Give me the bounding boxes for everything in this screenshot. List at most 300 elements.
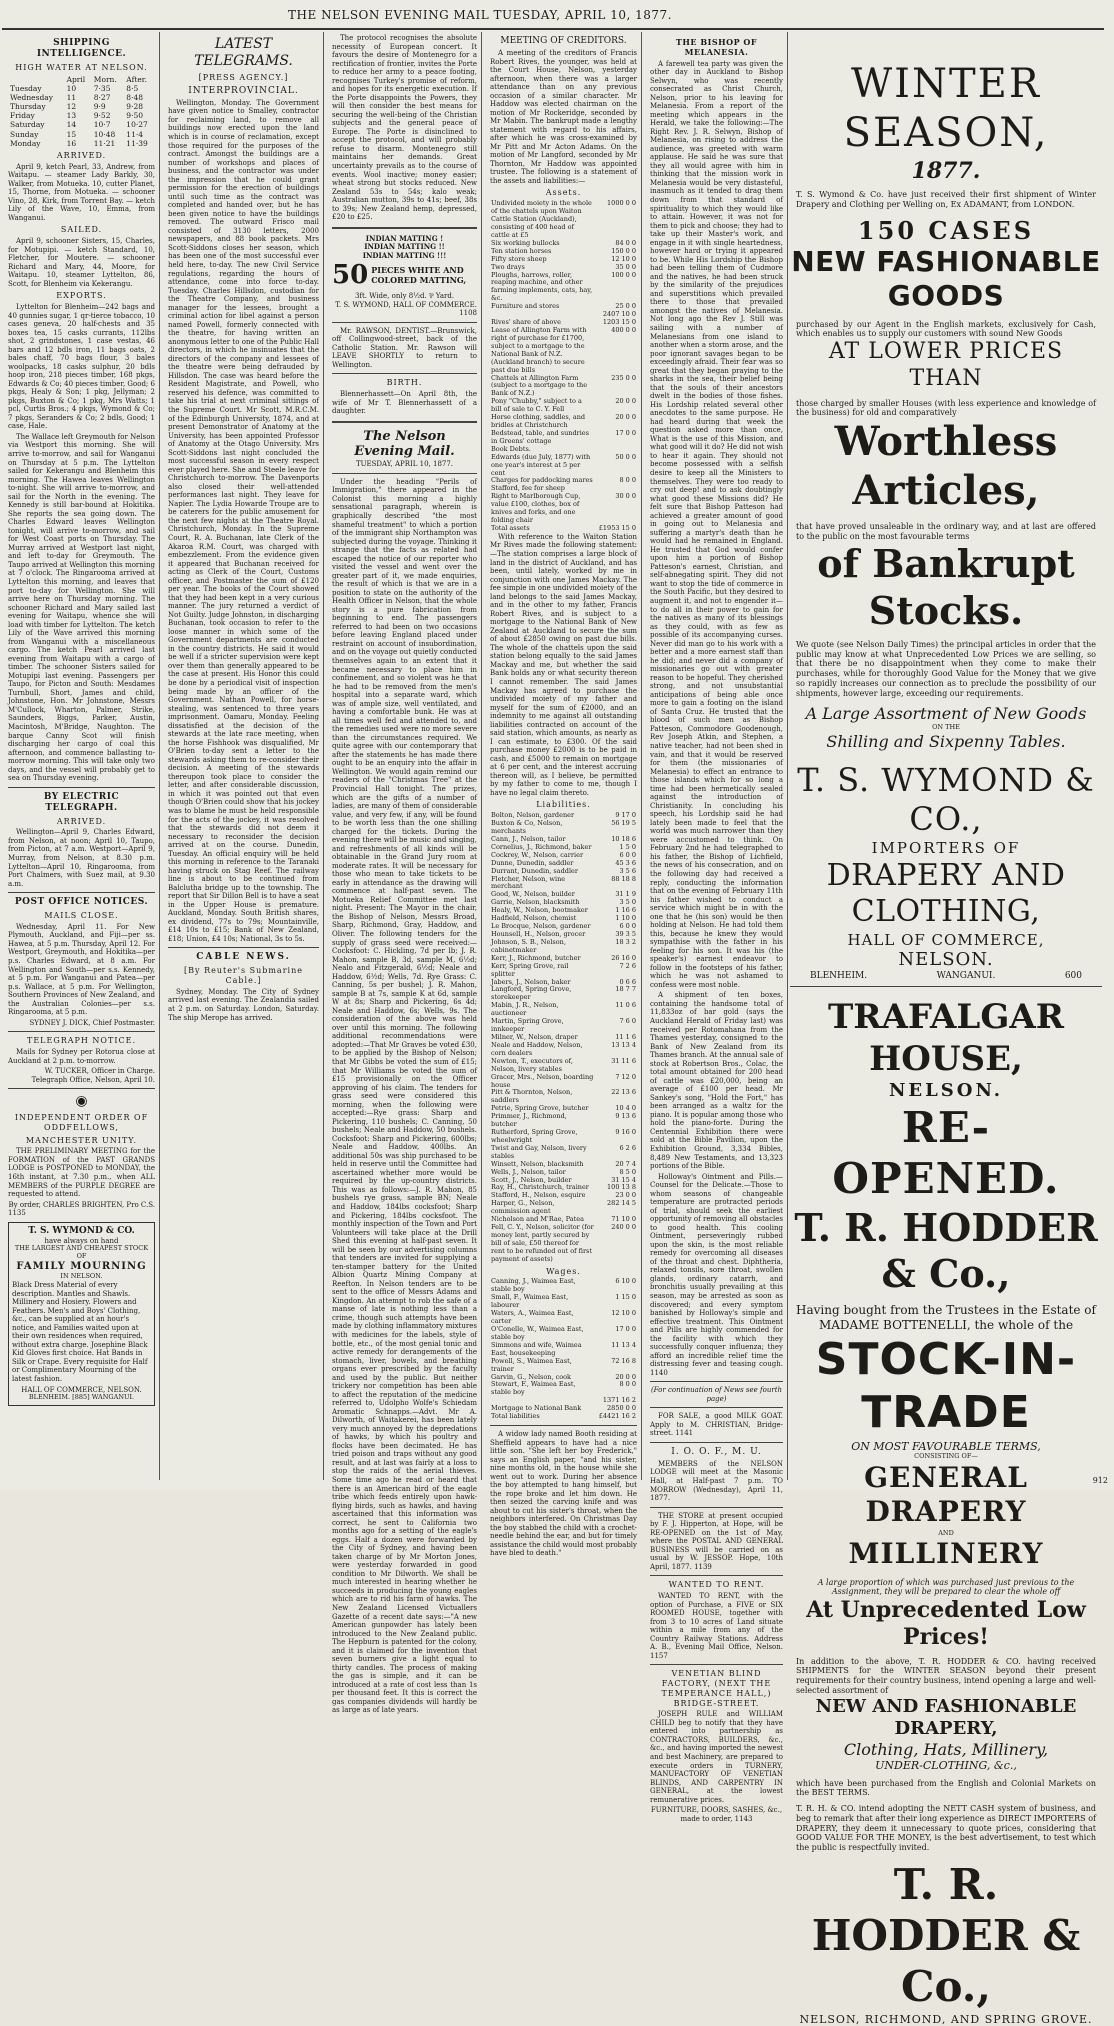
account-item: Garvin, G., Nelson, cook	[491, 1372, 571, 1381]
account-item: Pitt & Thornton, Nelson, saddlers	[491, 1088, 573, 1105]
account-item: Milner, W., Nelson, draper	[491, 1032, 578, 1041]
purchased2-text: which have been purchased from the English and Colonial Markets on the BEST TERMS.	[796, 1778, 1096, 1798]
account-row	[490, 1129, 637, 1145]
divider	[490, 1425, 637, 1426]
account-amount: 3 5 0	[619, 898, 636, 907]
millinery-heading: MILLINERY	[848, 1537, 1044, 1571]
wymond-intro: T. S. Wymond & Co. have just received their first shipment of Winter Drapery and Clothing per Welling on, Ex ADAMANT, from LONDON.	[796, 190, 1096, 210]
account-amount: 1 5 0	[619, 842, 636, 851]
tide-after: 10·27	[126, 120, 148, 130]
divider	[332, 373, 477, 374]
tide-after: 8·5	[126, 83, 139, 93]
on-the-label: ON THE	[932, 722, 960, 731]
account-item: Petrie, Spring Grove, butcher	[491, 1104, 589, 1113]
interprovincial-heading: INTERPROVINCIAL.	[188, 85, 299, 96]
tide-row	[8, 120, 155, 129]
hodder-heading: T. R. HODDER & Co.,	[794, 1204, 1098, 1296]
account-item: Harper, G., Nelson, commission agent	[491, 1199, 555, 1216]
tide-header-april: April	[66, 74, 86, 84]
tide-row	[8, 84, 155, 93]
tide-day: Sunday	[10, 129, 39, 139]
cash-text: T. R. H. & CO. intend adopting the NETT CASH system of business, and beg to remark that after their long experience as DIRECT IMPORTERS of DRAPERY, they deem it unnecessary to quote prices, considering that GOOD VALUE FOR THE MONEY, is the best advertisement, to test which the public is respectfully invited.	[796, 1804, 1096, 1853]
account-item: Lease of Allington Farm with right of purchase for £1700, subject to a mortgage to the National Bank of N.Z. (Auckland branch) to secure past due bills	[491, 325, 587, 374]
mails-close-heading: MAILS CLOSE.	[44, 911, 119, 921]
exports-text: Lyttelton for Blenheim—242 bags and 40 gunnies sugar, 1 qr-tierce tobacco, 10 cases geneva, 20 half-chests and 35 boxes tea, 15 casks currants, 112lbs shot, 2 grindstones, 1 case vestas, 46 bars and 12 bdls iron, 11 bags oats, 2 bales chaff, 70 bags flour, 3 bales woolpacks, 18 casks sulphur, 20 bdls hoop iron, 218 pieces timber, 168 pkgs, Edwards & Co; 40 pieces timber, Good; 6 pkgs, Healy & Son; 1 pkg, Jellyman; 2 pkgs, Buxton & Co; 1 pkg, Mrs Watts; 1 pcl, Curtis Bros.; 4 pkgs, Wymond & Co; 7 pkgs, Seranders & Co; 2 bdls, Good; 1 case, Hale.	[8, 302, 155, 431]
account-item: Ten station horses	[491, 246, 552, 255]
tide-date: 13	[66, 111, 77, 121]
divider	[650, 1407, 783, 1408]
tide-row	[8, 93, 155, 102]
divider	[8, 892, 155, 893]
importers-label: IMPORTERS OF	[871, 839, 1021, 858]
tide-header-row	[8, 75, 155, 84]
account-amount: 12 10 0	[611, 254, 636, 263]
account-amount: 9 13 6	[615, 1112, 636, 1121]
account-amount: 20 0 0	[615, 1372, 636, 1381]
account-amount: 11 1 6	[615, 1032, 636, 1041]
wanted-text: WANTED TO RENT, with the option of Purchase, a FIVE or SIX ROOMED HOUSE, together with from 3 to 10 acres of Land situate within a mile from any of the Country Railway Stations. Address A. B., Evening Mail Office, Nelson. 1157	[650, 1592, 783, 1660]
divider	[790, 986, 1102, 987]
account-amount: 31 11 6	[611, 1056, 636, 1065]
creditors-heading: MEETING OF CREDITORS.	[500, 36, 627, 46]
oddfellows-number: 1135	[8, 1209, 26, 1218]
divider	[650, 1575, 783, 1576]
divider	[332, 473, 477, 474]
account-item: Nicholson and M'Rae, Patea	[491, 1215, 585, 1224]
editorial-text: Under the heading "Perils of Immigration," there appeared in the Colonist this morning a highly sensational paragraph, wherein is graphically described "the most shameful treatment" to which a portion of the immigrant ship Northampton was subjected during the voyage. Thinking it strange that the facts as related had escaped the notice of our reporter who visited the vessel and went over the greater part of it, we made enquiries, the result of which is that we are in a position to state on the authority of the Health Officer in Nelson, that the whole story is a pure fabrication from beginning to end. The passengers referred to had been on two occasions before leaving England placed under restraint on account of insubordination, and on the voyage out quietly conducted themselves again to an extent that it became necessary to place him in confinement, and so violent was he that he had to be removed from the men's hospital into a separate ward, which was of ample size, well ventilated, and having a comfortable bunk. He was at all times well fed and attended to, and the remedies used were no more severe than the circumstances required. We quite agree with our contemporary that after the statements he has made there ought to be an enquiry into the affair in Wellington. We would again remind our readers of the "Christmas Tree" at the Provincial Hall tonight. The prizes, which are the gifts of a number of ladies, are many of them of considerable value, and very few, if any, will be found to be worth less than the one shilling charged for the tickets. During the evening there will be music and singing, and refreshments of all kinds will be obtainable in the Grand Jury room at moderate rates. It will be necessary for those who mean to take tickets to be early in attendance as the drawing will commence at half-past seven. The Motueka Relief Committee met last night. Present: The Mayor in the chair, the Bishop of Nelson, Messrs Broad, Sharp, Richmond, Gray, Haddow, and Oliver. The following tenders for the supply of grass seed were received:—Cocksfoot: C. Hickling, 7d per lb; J. R. Mahon, sample B, 3d, sample M, 6½d; Nealo and Fitzgerald, 6½d; Neale and Haddow, 6½d; Wells, 7d. Rye Grass: C. Canning, 5s per bushel; J. R. Mahon, sample B at 7s, sample K at 6d, sample W at 8s; Sharp and Pickering, 6s 4d; Neale and Haddow, 6s; Wells, 9s. The consideration of the above was held over until this morning. The following additional recommendations were adopted:—That Mr Graves be voted £30, to be applied by the Bishop of Nelson; that Mr Gibbs be voted the sum of £15; that Mr Williams be voted the sum of £15 provisionally on the Officer approving of his claim. The tenders for grass seed were considered this morning, when the following were accepted:—Rye grass: Sharp and Pickering, 110 bushels; C. Canning, 50 bushels; Neale and Haddow, 50 bushels. Cocksfoot: Sharp and Pickering, 600lbs; Neale and Haddow, 400lbs. An additional 50s was ship purchased to be held in reserve until the Committee had ascertained whether more would be required by the up-country districts. This was as follows:—J. R. Mahon, 85 bushels rye grass, sample BN; Neale and Haddow, 184lbs cocksfoot; Sharp and Pickering, 184lbs cocksfoot. The monthly inspection of the Town and Port Volunteers will take place at the Drill Shed this evening at half-past seven. It will be seen by our advertising columns that tenders are invited for supplying a ten-stamper battery for the United Albion Quartz Mining Company at Reefton. In Nelson tenders are to be sent to the office of Messrs Adams and Kingdon. An attempt to rob the safe of a manse of late is nothing less than a crime, though such attempts have been made by clothing inflammatory mixtures with medicines for the labels, style of bottle, etc., of the most genial tonic and active remedy for derangements of the stomach, liver, bowels, and breathing organs ever prescribed by the faculty and used by the public. But neither trickery nor competition has been able to affect the reputation of the medicine referred to, Udolpho Wolfe's Schiedam Aromatic Schnapps.—Advt. Mr A. Dilworth, of Waitakerei, has been lately very much annoyed by the depredations of hawks, by which his poultry and flocks have been decimated. He has tried poison and traps without any good result, and at last was fairly at a loss to stop the raids of the aerial thieves. Some time ago he read or heard that there is an American bird of the eagle tribe which feeds entirely upon hawk-flying birds, such as hawks, and having ascertained that this information was correct, he sent to California two months ago for a setting of the eagle's eggs. Half a dozen were forwarded by the City of Sydney, and having been taken charge of by Mr Morton Jones, were yesterday forwarded in good condition to Mr Dilworth. We shall be much interested in hearing whether he succeeds in producing the young eagles which are to rid his farm of hawks. The New Zealand Licensed Victuallers Gazette of a recent date says:—"A new American gunpowder has lately been introduced to the New Zealand public. The Hepburn is patented for the colony, and it is claimed for the invention that seven burners give a light equal to thirty candles. The process of making the gas is simple, and it can be introduced at a rate of cost less than 1s per thousand feet. It this is correct the gas companies dividends will hardly be as large as of late years.	[332, 477, 477, 1715]
account-amount: 31 15 4	[611, 1175, 636, 1184]
worthless-articles-heading: Worthless Articles,	[834, 418, 1058, 514]
account-item: Newton, T., executors of, Nelson, livery stables	[491, 1056, 573, 1073]
account-item: Rutherford, Spring Grove, wheelwright	[491, 1128, 578, 1144]
account-amount: 12 10 0	[611, 1309, 636, 1318]
account-amount: 8 5 0	[619, 1167, 636, 1176]
tide-date: 11	[66, 92, 77, 102]
account-row	[490, 414, 637, 430]
tide-day: Monday	[10, 138, 41, 148]
account-amount: 71 10 0	[611, 1215, 636, 1224]
account-row	[490, 1042, 637, 1058]
lower-prices-heading: AT LOWER PRICES THAN	[828, 339, 1064, 391]
winter-season-year: 1877.	[911, 157, 981, 184]
account-row	[490, 986, 637, 1002]
wymond-mourning-ad	[8, 1222, 155, 1406]
account-amount: 8 0 0	[619, 476, 636, 485]
account-row	[490, 430, 637, 446]
account-row	[490, 1089, 637, 1105]
bought-text: Having bought from the Trustees in the Estate of MADAME BOTTENELLI, the whole of the	[796, 1303, 1096, 1332]
account-row	[490, 525, 637, 533]
account-row	[490, 454, 637, 478]
post-text: Wednesday, April 11. For New Plymouth, Auckland, and Fiji—per ss. Hawea, at 5 p.m. Thursday, April 12. For Westport, Greymouth, and Hokitika—per p.s. Charles Edward, at 8 a.m. For Wellington and South—per s.s. Kennedy, at 5 p.m. For Wanganui and Patea—per p.s. Wallace, at 5 p.m. For Wellington, Southern Provinces of New Zealand, and the Australian Colonies—per s.s. Ringarooma, at 5 p.m.	[8, 922, 155, 1017]
tide-table	[8, 75, 155, 148]
column-bishop	[646, 32, 788, 1823]
account-amount: 150 0 0	[611, 246, 636, 255]
ad-ref-number: 600	[1064, 971, 1082, 982]
account-row	[490, 375, 637, 399]
assets-heading: Assets.	[545, 188, 582, 198]
tide-after: 11·39	[126, 138, 148, 148]
account-amount: 1000 0 0	[607, 199, 636, 208]
wages-table	[490, 1278, 637, 1421]
account-amount: 20 7 4	[615, 1159, 636, 1168]
high-water-heading: HIGH WATER AT NELSON.	[15, 62, 148, 72]
account-amount: 17 0 0	[615, 1324, 636, 1333]
tide-morn: 8·27	[93, 92, 111, 102]
matting-line2: INDIAN MATTING !!	[364, 242, 445, 252]
account-row	[490, 1294, 637, 1310]
account-amount: 6 0 0	[619, 922, 636, 931]
birth-heading: BIRTH.	[386, 378, 423, 388]
cable-press-label: [By Reuter's Submarine Cable.]	[184, 966, 303, 986]
divider	[332, 227, 477, 230]
goat-ad: FOR SALE, a good MILK GOAT. Apply to M. CHRISTIAN, Bridge-street. 1141	[650, 1412, 783, 1438]
wymond-ad-line2: THE LARGEST AND CHEAPEST STOCK OF	[14, 1244, 149, 1261]
terms-label: ON MOST FAVOURABLE TERMS,	[851, 1439, 1041, 1453]
account-amount: 9 16 0	[615, 1128, 636, 1137]
under-clothing-label: UNDER-CLOTHING, &c.,	[875, 1759, 1017, 1773]
birth-text: Blennerhassett—On April 8th, the wife of Mr T. Blennerhassett of a daughter.	[332, 390, 477, 416]
account-item: O'Conelle, W., Waimea East, stable boy	[491, 1324, 584, 1341]
account-amount: 9 17 0	[615, 811, 636, 820]
account-item: Buxton & Co, Nelson, merchants	[491, 819, 563, 835]
account-item: Stafford, H., Nelson, esquire	[491, 1191, 586, 1200]
tables-heading: Shilling and Sixpenny Tables.	[826, 731, 1066, 751]
unprecedented-heading: At Unprecedented Low Prices!	[806, 1597, 1086, 1650]
account-amount: 8 0 0	[619, 1380, 636, 1389]
booth-story: A widow lady named Booth residing at Sheffield appears to have had a nice little son. "She left her boy Frederick," says an English paper, "and his sister, nine months old, in the house while she went out to work. During her absence the boy attempted to hang himself, but the rope broke and let him down. He then seized the carving knife and was about to cut his sister's throat, when the neighbors interfered. On Christmas Day the boy stabbed the child with a crochet-needle behind the ear, and but for timely assistance the child would most probably have bled to death."	[490, 1430, 637, 1558]
account-item: Kerr, J., Richmond, butcher	[491, 953, 581, 962]
account-item: Dunne, Dunedin, saddler	[491, 858, 574, 867]
account-item: Small, F., Waimea East, labourer	[491, 1293, 569, 1310]
divider	[8, 1031, 155, 1032]
divider	[650, 1381, 783, 1382]
matting-description: PIECES WHITE AND COLORED MATTING,	[371, 265, 467, 286]
matting-line3: INDIAN MATTING !!!	[362, 250, 447, 260]
telegrams-text: Wellington, Monday. The Government have given notice to Smalley, contractor for reclaiming land, to remove all buildings now erected upon the land which is in course of reclamation, except those required for the purposes of the contract. Amongst the buildings are a number of workshops and places of business, and the contractor was under the impression that he could grant permission for the erection of buildings until such time as the contract was completed and handed over, but he has been given notice to have the buildings removed. The outward Frisco mail consisted of 3130 letters, 2000 newspapers, and 88 book packets. Mrs Scott-Siddons closes her season, which has been one of the most successful ever held here, to-day. The new Civil Service regulations, regarding the hours of attendance, come into force to-day. Tuesday. Charles Hillsdon, custodian for the Theatre Company, and business manager for the lessees, brought a criminal action for libel against a person named Powell, formerly connected with the theatre, for having written an anonymous letter to one of the Public Hall directors, in which he insinuates that the directors of the company and lessees of the theatre were being defrauded by Hillsdon. The case was heard before the Resident Magistrate, and Powell, who reserved his defence, was committed to take his trial at next criminal sittings of the Supreme Court. Mr Scott, M.R.C.M. of the Edinburgh University, 1874, and at present Demonstrator of Anatomy at the University, has been appointed Professor of Anatomy at the Otago University. Mrs Scott-Siddons last night concluded the most successful season in every respect ever played here. She and Steele leave for Christchurch to-morrow. The Davenports also closed their well-attended performances last night. They leave for Napier. The Lydia Howarde Troupe are to be caterers for the public amusement for the next few nights at the Theatre Royal. Christchurch, Monday. In the Supreme Court, R. A. Buchanan, late Clerk of the Akaroa R.M. Court, was charged with embezzlement. From the evidence given it appeared that Buchanan received for acting as Clerk of the Court, Customs officer, and Postmaster the sum of £120 per year. The books of the Court showed that they had been kept in a very curious manner. The jury returned a verdict of Not Guilty. Judge Johnston, in discharging Buchanan, took occasion to refer to the loose manner in which some of the Government departments are conducted in the country districts. He said it would be well if a stricter supervision were kept over them than generally appeared to be the case at present. His Honor this could be done by a periodical visit of inspection being made by an officer of the Government. Nathan Powell, for horse-stealing, was sentenced to three years imprisonment. Oamaru, Monday. Feeling dissatisfied at the decision of the stewards at the late race meeting, when the horse Fishhook was disqualified, Mr O'Brien to-day sent a letter to the stewards asking them to re-consider their decision. A meeting of the stewards thereupon took place to consider the letter, and after considerable discussion, in which it was pointed out that even though O'Brien could show that his jockey was to blame he must be held responsible for the acts of the jockey, it was resolved that the stewards did not deem it necessary to reconsider the decision arrived at on the course. Dunedin, Tuesday. An official enquiry will be held this morning in reference to the Taranaki having struck on Stag Reef. The railway line is about to be continued from Balclutha bridge up to the township. The report that Sir Dillon Bell is to have a seat in the Upper House is premature. Auckland, Monday. South British shares, ex dividend, 77s to 79s; Mountainville, £14 10s to £15; Bank of New Zealand, £18; Union, £4 10s; National, 3s to 5s.	[168, 98, 319, 943]
tide-date: 15	[66, 129, 77, 139]
account-amount: 10 18 6	[611, 834, 636, 843]
account-item: Powell, S., Waimea East, trainer	[491, 1356, 572, 1373]
telegraph-notice-heading: TELEGRAPH NOTICE.	[27, 1036, 136, 1046]
account-item: Mortgage to National Bank	[491, 1404, 582, 1413]
account-item: Two drays	[491, 262, 525, 271]
account-amount: 1203 15 0	[602, 318, 636, 327]
account-amount: 100 0 0	[611, 270, 636, 279]
oddfellows-signature: By order, CHARLES BRIGHTEN, Pro C.S.	[8, 1200, 155, 1209]
account-item: Rives' share of above	[491, 318, 561, 327]
telegraph-notice-text: Mails for Sydney per Rotorua close at Auckland at 2 p.m. to-morrow.	[8, 1047, 155, 1065]
tide-after: 9·28	[126, 102, 143, 112]
creditors-intro: A meeting of the creditors of Francis Robert Rives, the younger, was held at the Court House, Nelson, yesterday afternoon, when there was a larger attendance than on any previous occasion of a similar character. Mr Haddow was elected chairman on the motion of Mr Rockeridge, seconded by Mr Mabin. The bankrupt made a lengthy statement with regard to his affairs, after which he was cross-examined by Mr Pitt and Mr Acton Adams. On the motion of Mr Langford, seconded by Mr Thornton, Mr Haddow was appointed trustee. The following is a statement of the assets and liabilities:—	[490, 48, 637, 185]
wages-heading: Wages.	[546, 1266, 581, 1276]
oddfellows-text: THE PRELIMINARY MEETING for the FORMATION of the PAST GRANDS LODGE is POSTPONED to MONDAY, the 16th instant, at 7.30 p.m., when ALL MEMBERS of the PURPLE DEGREE are requested to attend.	[8, 1147, 155, 1199]
wymond-ad-line1: have always on hand	[44, 1236, 119, 1245]
account-row	[490, 1358, 637, 1374]
account-row	[490, 1113, 637, 1129]
account-row	[490, 1018, 637, 1034]
account-item: Good, W., Nelson, builder	[491, 890, 575, 899]
trafalgar-house-heading: TRAFALGAR HOUSE,	[827, 997, 1065, 1079]
tide-date: 10	[66, 83, 77, 93]
account-item: Simmons and wife, Waimea East, housekeeping	[491, 1340, 582, 1357]
exports-heading: EXPORTS.	[56, 291, 107, 301]
divider	[168, 947, 319, 948]
account-amount: 13 13 4	[611, 1040, 636, 1049]
column-telegrams	[164, 32, 324, 1480]
divider	[650, 1507, 783, 1508]
sailed-heading: SAILED.	[60, 225, 103, 235]
account-row	[490, 1002, 637, 1018]
tide-morn: 10·48	[93, 129, 116, 139]
addition-text: In addition to the above, T. R. HODDER & CO. having received SHIPMENTS for the WINTER SEASON beyond their present requirements for their country business, intend opening a large and well-selected assortment of	[796, 1656, 1096, 1695]
account-row	[490, 1200, 637, 1216]
wymond-ad-body: Black Dress Material of every description. Mantles and Shawls. Millinery and Hosiery. Flowers and Feathers. Men's and Boys' Clothing, &c., can be supplied at an hour's notice, and Families waited upon at their own residences when required, without extra charge. Josephine Black Kid Gloves first choice. Hat Bands in Silk or Crape. Every requisite for Half or Complimentary Mourning of the latest fashion.	[12, 1281, 148, 1383]
account-amount: 50 0 0	[615, 452, 636, 461]
account-row	[490, 1413, 637, 1421]
sailed-text: April 9, schooner Sisters, 15, Charles, for Motupipi. — ketch Standard, 10, Fletcher, for Moutere. — schooner Richard and Mary, 44, Moore, for Waitapu. 10, steamer Lyttelton, 86, Scott, for Blenheim via Kekerangu.	[8, 237, 155, 288]
top-rule	[2, 28, 1104, 30]
account-row	[490, 327, 637, 375]
account-item: Chattels at Allington Farm (subject to a mortgage to the Bank of N.Z.)	[491, 373, 588, 398]
account-amount: 17 0 0	[615, 428, 636, 437]
consisting-label: CONSISTING OF—	[914, 1452, 978, 1461]
liabilities-heading: Liabilities.	[536, 800, 591, 810]
paper-title: The Nelson Evening Mail.	[354, 428, 455, 460]
account-item: Furniture and stores	[491, 302, 560, 311]
account-item: Edwards (due July, 1877) with one year's interest at 5 per cent	[491, 452, 591, 477]
divider	[650, 1664, 783, 1665]
tide-day: Tuesday	[10, 83, 42, 93]
iof-heading: I. O. O. F., M. U.	[671, 1446, 762, 1457]
tide-after: 11·4	[126, 129, 143, 139]
account-row	[490, 1381, 637, 1397]
account-amount: 1 10 0	[615, 914, 636, 923]
account-item: Canning, J., Waimea East, stable boy	[491, 1277, 576, 1294]
account-amount: 240 0 0	[611, 1223, 636, 1232]
account-item: Cockrey, W., Nelson, carrier	[491, 850, 584, 859]
account-item: Fletcher, Nelson, wine merchant	[491, 874, 566, 891]
account-row	[490, 1058, 637, 1074]
account-item: Charges for paddocking mares Stafford, fee for sheep	[491, 476, 593, 493]
tide-morn: 9·9	[93, 102, 106, 112]
account-item: Waters, A., Waimea East, carter	[491, 1309, 574, 1326]
hodder-heading-2: T. R. HODDER & Co.,	[811, 1859, 1081, 2012]
wymond-ad-foot2: BLENHEIM. [885] WANGANUI.	[28, 1393, 135, 1402]
account-item: Johnson, S. B., Nelson, cabinetmaker	[491, 937, 566, 954]
account-amount: 1 15 0	[615, 1293, 636, 1302]
reopened-heading: RE-OPENED.	[832, 1103, 1060, 1204]
account-amount: 20 0 0	[615, 397, 636, 406]
account-row	[490, 876, 637, 892]
cases-heading: 150 CASES	[857, 215, 1035, 245]
account-row	[490, 1310, 637, 1326]
account-amount: 7 12 0	[615, 1072, 636, 1081]
account-row	[490, 820, 637, 836]
tide-row	[8, 111, 155, 120]
tide-date: 16	[66, 138, 77, 148]
and-label: AND	[938, 1528, 954, 1537]
general-drapery-heading: GENERAL DRAPERY	[864, 1461, 1028, 1529]
tele-arrived-heading: ARRIVED.	[56, 816, 107, 826]
account-amount: 11 13 4	[611, 1340, 636, 1349]
account-row	[490, 1342, 637, 1358]
account-row	[490, 1224, 637, 1264]
arrived-text: April 9, ketch Pearl, 33, Andrew, from Waitapu. — steamer Lady Barkly, 30, Walker, from Motueka. 10, cutter Planet, 15, Thorne, from Motueka. — schooner Vino, 28, Kirk, from Torrent Bay. — ketch Lily of the Wave, 10, Emma, from Wanganui.	[8, 162, 155, 222]
account-amount: 100 13 8	[607, 1183, 636, 1192]
wymond-ad-mourning: FAMILY MOURNING	[16, 1261, 147, 1273]
account-amount: 23 0 0	[615, 1191, 636, 1200]
account-item: Gracer, Mrs., Nelson, boarding house	[491, 1072, 594, 1089]
holloway-ad: Holloway's Ointment and Pills.—Counsel for the Delicate.—Those to whom seasons of changeable temperature are protracted periods of trial, should seek the earliest opportunity of removing all obstacles to good health. This cooling Ointment, perseveringly rubbed upon the skin, is the most reliable remedy for overcoming all diseases of the throat and chest. Diphtheria, relaxed tonsils, sore throat, swollen glands, ordinary catarrh, and bronchitis usually prevailing at this season, may be arrested as soon as discovered; and every symptom banished by Holloway's simple and effective treatment. This Ointment and Pills are highly commended for the facility with which they successfully conquer influenza; they afford an incredible relief time the distressing fever and teasing cough. 1140	[650, 1172, 783, 1377]
account-item: Total liabilities	[491, 1412, 540, 1421]
account-row	[490, 939, 637, 955]
tide-row	[8, 139, 155, 148]
wanted-heading: WANTED TO RENT.	[668, 1580, 765, 1590]
cable-news-text: Sydney, Monday. The City of Sydney arrived last evening. The Zealandia sailed at 2 p.m. on Saturday. London, Saturday. The ship Merope has arrived.	[168, 987, 319, 1022]
matting-signature: T. S. WYMOND, HALL OF COMMERCE. 1108	[335, 300, 477, 318]
press-agency-label: [PRESS AGENCY.]	[198, 73, 289, 83]
oddfellows-subheading: MANCHESTER UNITY.	[25, 1135, 138, 1145]
account-amount: 45 3 6	[615, 858, 636, 867]
tide-header-morn: Morn.	[93, 74, 117, 84]
account-amount: 20 0 0	[615, 413, 636, 422]
divider	[8, 1088, 155, 1089]
account-amount: 88 18 8	[611, 874, 636, 883]
tide-day: Wednesday	[10, 92, 53, 102]
wanganui-label: WANGANUI.	[936, 971, 996, 982]
account-row	[490, 272, 637, 304]
divider	[332, 421, 477, 424]
account-row	[490, 1278, 637, 1294]
account-item: Le Brocque, Nelson, gardener	[491, 922, 591, 931]
account-item: Horse clothing, saddles, and bridles at Christchurch	[491, 413, 586, 430]
account-amount: £1953 15 0	[598, 524, 636, 533]
account-item: Right to Marlborough Cup, value £100, clothes, box of knives and forks, and one folding chair	[491, 492, 581, 525]
matting-offer	[332, 260, 477, 292]
clothing-heading: Clothing, Hats, Millinery,	[843, 1739, 1049, 1759]
wymond-heading: T. S. WYMOND & CO.,	[797, 761, 1095, 839]
divider	[332, 322, 477, 323]
nelson-label: NELSON.	[898, 949, 994, 971]
tide-after: 8·48	[126, 92, 143, 102]
account-item: Total assets	[491, 524, 530, 533]
wymond-ad-title: T. S. WYMOND & CO.	[28, 1225, 135, 1236]
account-item: Langford, Spring Grove, storekeeper	[491, 985, 572, 1002]
rawson-notice: Mr. RAWSON, DENTIST.—Brunswick, off Collingwood-street, back of the Catholic Station. Mr. Rawson will LEAVE SHORTLY to return to Wellington.	[332, 326, 477, 369]
liabilities-table	[490, 812, 637, 1264]
tide-header-after: After.	[126, 74, 147, 84]
account-item: Durrant, Dunedin, saddler	[491, 866, 578, 875]
account-item: Scott, J., Nelson, builder	[491, 1175, 572, 1184]
wymond-ad-foot: HALL OF COMMERCE, NELSON.	[21, 1385, 142, 1394]
account-amount: 6 10 0	[615, 1277, 636, 1286]
telegraph-notice-signature: W. TUCKER, Officer in Charge. Telegraph Office, Nelson, April 10.	[31, 1067, 155, 1084]
account-row	[490, 200, 637, 240]
account-item: Twist and Gay, Nelson, livery stables	[491, 1143, 587, 1160]
column-shipping	[4, 32, 160, 1480]
venetian-text: JOSEPH RULE and WILLIAM CHILD beg to notify that they have entered into partnership as CONTRACTORS, BUILDERS, &c., &c., and having imported the newest and best Machinery, are prepared to execute orders in TURNERY, MANUFACTORY OF VENETIAN BLINDS, AND CARPENTRY IN GENERAL, at the lowest remunerative prices.	[650, 1710, 783, 1804]
account-amount: 56 19 5	[611, 819, 636, 828]
account-amount: 7 6 0	[619, 1017, 636, 1026]
account-amount: 3 5 6	[619, 866, 636, 875]
tide-after: 9·50	[126, 111, 143, 121]
account-item: Stewart, F., Waimea East, stable boy	[491, 1380, 576, 1397]
nelson-label-2: NELSON.	[888, 1080, 1004, 1102]
account-amount: 35 0 0	[615, 262, 636, 271]
account-item: Ploughs, harrows, roller, reaping machine, and other farming implements, cats, hay, &c.	[491, 270, 593, 303]
account-item: Hounsell, H., Nelson, grocer	[491, 929, 586, 938]
account-item: Hadfield, Nelson, chemist	[491, 914, 577, 923]
account-row	[490, 493, 637, 525]
tide-row	[8, 130, 155, 139]
account-amount: 0 6 6	[619, 977, 636, 986]
divider	[650, 1442, 783, 1443]
account-item: Bolton, Nelson, gardener	[491, 811, 575, 820]
large-assortment-heading: A Large Assortment of New Goods	[805, 704, 1087, 724]
hodder-branches: NELSON, RICHMOND, AND SPRING GROVE.	[799, 2012, 1093, 2026]
purchased-text: purchased by our Agent in the English markets, exclusively for Cash, which enables us to supply our customers with sound New Goods	[796, 319, 1096, 339]
account-item: Winsett, Nelson, blacksmith	[491, 1159, 584, 1168]
account-amount: 6 0 0	[619, 850, 636, 859]
account-item: Healy, W., Nelson, bootmaker	[491, 906, 588, 915]
account-item: Bedstead, table, and sundries in Greens' cottage	[491, 428, 589, 445]
divider	[8, 787, 155, 788]
account-item: Garrie, Nelson, blacksmith	[491, 898, 580, 907]
venetian-heading: VENETIAN BLIND FACTORY, (NEXT THE TEMPERANCE HALL,) BRIDGE-STREET.	[661, 1669, 772, 1708]
account-amount: 26 16 0	[611, 953, 636, 962]
telegrams-heading: LATEST TELEGRAMS.	[194, 36, 293, 70]
account-item: Six working bullocks	[491, 238, 560, 247]
tide-morn: 7·35	[93, 83, 111, 93]
account-amount: 11 0 6	[615, 1001, 636, 1010]
account-item: Ray, H., Christchurch, trainer	[491, 1183, 589, 1192]
account-amount: 31 1 9	[615, 890, 636, 899]
account-amount: 2407 10 0	[602, 310, 636, 319]
account-amount: 72 16 8	[611, 1356, 636, 1365]
account-item: Neale and Haddow, Nelson, corn dealers	[491, 1040, 583, 1057]
column-creditors	[486, 32, 642, 1558]
branches-row	[790, 971, 1102, 982]
account-amount: 400 0 0	[611, 325, 636, 334]
account-item: Mabin, J. R., Nelson, auctioneer	[491, 1001, 559, 1018]
shipping-news-text: The Wallace left Greymouth for Nelson via Westport this morning. She will arrive to-morrow, and sail for Wanganui on Thursday at 5 p.m. The Lyttelton sailed for Kekerangu and Blenheim this morning. The Hawea leaves Wellington to-night. She will arrive to-morrow, and sail for the North in the evening. The Kennedy is still bar-bound at Hokitika. She reports the sea going down. The Charles Edward leaves Wellington tonight, will arrive to-morrow, and sail for West Coast ports on Thursday. The Murray arrived at Westport last night, and left to-day for Greymouth. The Taupo arrived at Wellington this morning at 7 o'clock. The Ringarooma arrived at Lyttelton this morning, and leaves that port to-day for Wellington. She will arrive here on Thursday morning. The schooner Richard and Mary sailed last evening for Waitapu, whence she will load with timber for Lyttelton. The ketch Lily of the Wave arrived this morning from Wanganui with a miscellaneous cargo. The ketch Pearl arrived last evening from Waitapu with a cargo of timber. The schooner Sisters sailed for Motupipi last evening. Passengers per Taupo, for Picton and South: Mesdames Turnbull, Short, James and child, Johnstone, Hon. Mr Johnstone, Messrs M'Cullock, Wharton, Palmer, Strike, Saunders, Biggs, Parker, Austin, Macintosh, M'Bridge, Naughton. The barque Canny Scot will finish discharging her cargo of coal this afternoon, and commence ballasting to-morrow morning. This will take only two days, and the vessel will probably get to sea on Thursday evening.	[8, 432, 155, 783]
cable-news-heading: CABLE NEWS.	[196, 952, 291, 963]
account-amount: 39 3 5	[615, 929, 636, 938]
tide-day: Friday	[10, 111, 35, 121]
account-amount: 1 16 6	[615, 906, 636, 915]
account-amount: 30 0 0	[615, 492, 636, 501]
hall-of-commerce-label: HALL OF COMMERCE,	[847, 930, 1045, 949]
account-item: Fifty store sheep	[491, 254, 547, 263]
account-item: Undivided moiety in the whole of the chattels upon Waiton Cattle Station (Auckland), consisting of 400 head of cattle at £5	[491, 199, 592, 239]
post-signature: SYDNEY J. DICK, Chief Postmaster.	[29, 1018, 155, 1027]
assets-table	[490, 200, 637, 533]
wymond-ad-line4: IN NELSON.	[60, 1272, 103, 1281]
account-item: Wells, J., Nelson, tailor	[491, 1167, 566, 1176]
continuation-note: (For continuation of News see fourth page)	[650, 1386, 783, 1403]
column-editorial	[328, 32, 482, 1715]
account-amount: 22 13 6	[611, 1088, 636, 1097]
account-amount: 1371 16 2	[602, 1396, 636, 1405]
account-item: Book Debts.	[491, 444, 531, 453]
account-row	[490, 1145, 637, 1161]
misc-news: A shipment of ten boxes, containing the handsome total of 11,833oz of bar gold (says the Auckland Herald of Friday last) was received per Rotomahana from the Thames yesterday, consigned to the Bank of New Zealand from its Thames branch. At the annual sale of stock at Robertson Bros., Colac, the total amount obtained for 200 head of cattle was £20,000, being an average of £100 per head. Mr Sankey's song, "Hold the Fort," has been arranged as a waltz for the piano. It is popular among those who hold the piano-forte. During the Centennial Exhibition there were sold at the Bible Pavilion, upon the Exhibition Ground, 3,334 Bibles, 8,489 New Testaments, and 13,323 portions of the Bible.	[650, 991, 783, 1171]
tide-row	[8, 102, 155, 111]
account-amount: 6 2 6	[619, 1143, 636, 1152]
tele-text: Wellington—April 9, Charles Edward, from Nelson, at noon; April 10, Taupo, from Picton, at 7 a.m. Westport—April 9, Murray, from Nelson, at 8.30 p.m. Lyttelton—April 10, Ringarooma, from Port Chalmers, with Suez mail, at 9.30 a.m.	[8, 828, 155, 888]
telegraph-heading: BY ELECTRIC TELEGRAPH.	[43, 791, 120, 813]
